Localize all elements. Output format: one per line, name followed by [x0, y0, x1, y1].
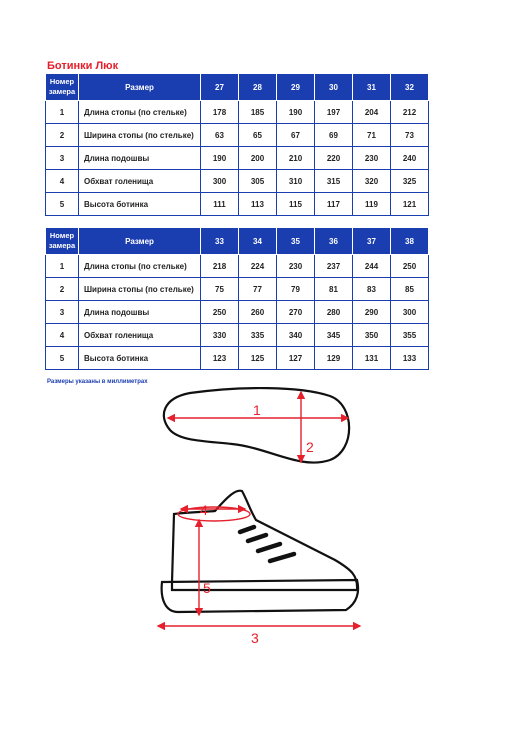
page-title: Ботинки Люк	[47, 60, 119, 72]
measure-number: 4	[46, 170, 79, 193]
measure-number: 3	[46, 301, 79, 324]
measure-value: 250	[201, 301, 239, 324]
measure-value: 73	[391, 124, 429, 147]
measure-value: 212	[391, 101, 429, 124]
measure-value: 83	[353, 278, 391, 301]
measure-value: 69	[315, 124, 353, 147]
measure-value: 115	[277, 193, 315, 216]
measure-3-label: 3	[251, 630, 259, 646]
measure-value: 119	[353, 193, 391, 216]
measure-value: 121	[391, 193, 429, 216]
measure-number: 3	[46, 147, 79, 170]
header-size-0: 27	[201, 74, 239, 101]
header-size-0: 33	[201, 228, 239, 255]
units-footnote: Размеры указаны в миллиметрах	[47, 379, 148, 385]
header-size: Размер	[79, 228, 201, 255]
measure-name: Ширина стопы (по стельке)	[79, 124, 201, 147]
measure-number: 4	[46, 324, 79, 347]
measure-name: Обхват голенища	[79, 170, 201, 193]
insole-outline	[164, 388, 349, 463]
measure-number: 2	[46, 124, 79, 147]
measure-value: 81	[315, 278, 353, 301]
measure-name: Длина подошвы	[79, 147, 201, 170]
boot-laces	[240, 527, 294, 561]
header-size-4: 37	[353, 228, 391, 255]
measure-name: Длина стопы (по стельке)	[79, 255, 201, 278]
measure-1-label: 1	[253, 402, 261, 418]
header-size-5: 32	[391, 74, 429, 101]
measure-value: 280	[315, 301, 353, 324]
measure-value: 85	[391, 278, 429, 301]
measure-value: 185	[239, 101, 277, 124]
measure-value: 340	[277, 324, 315, 347]
measure-value: 131	[353, 347, 391, 370]
measure-value: 190	[201, 147, 239, 170]
measure-value: 133	[391, 347, 429, 370]
measure-value: 75	[201, 278, 239, 301]
measure-value: 310	[277, 170, 315, 193]
measure-number: 1	[46, 255, 79, 278]
boot-sole-outline	[162, 580, 358, 612]
measure-value: 305	[239, 170, 277, 193]
measure-value: 335	[239, 324, 277, 347]
measure-value: 350	[353, 324, 391, 347]
measure-value: 178	[201, 101, 239, 124]
measure-name: Длина подошвы	[79, 301, 201, 324]
measure-value: 197	[315, 101, 353, 124]
measure-name: Ширина стопы (по стельке)	[79, 278, 201, 301]
measure-number: 5	[46, 193, 79, 216]
measure-value: 270	[277, 301, 315, 324]
measure-value: 230	[353, 147, 391, 170]
measure-value: 230	[277, 255, 315, 278]
measure-value: 77	[239, 278, 277, 301]
measure-value: 330	[201, 324, 239, 347]
header-measure-number: Номер замера	[46, 74, 79, 101]
measure-value: 218	[201, 255, 239, 278]
measure-value: 210	[277, 147, 315, 170]
measure-value: 63	[201, 124, 239, 147]
measure-value: 290	[353, 301, 391, 324]
measure-value: 67	[277, 124, 315, 147]
header-size-1: 28	[239, 74, 277, 101]
measure-name: Высота ботинка	[79, 347, 201, 370]
measure-value: 65	[239, 124, 277, 147]
measure-value: 204	[353, 101, 391, 124]
measure-value: 250	[391, 255, 429, 278]
measure-name: Длина стопы (по стельке)	[79, 101, 201, 124]
measure-value: 200	[239, 147, 277, 170]
measure-value: 320	[353, 170, 391, 193]
header-size-3: 30	[315, 74, 353, 101]
header-size-1: 34	[239, 228, 277, 255]
measure-number: 1	[46, 101, 79, 124]
header-size-2: 29	[277, 74, 315, 101]
measure-2-label: 2	[306, 439, 314, 455]
header-size-4: 31	[353, 74, 391, 101]
header-size-2: 35	[277, 228, 315, 255]
measure-value: 129	[315, 347, 353, 370]
measure-value: 325	[391, 170, 429, 193]
measure-5-label: 5	[203, 580, 211, 596]
measure-value: 79	[277, 278, 315, 301]
measure-value: 220	[315, 147, 353, 170]
header-measure-number: Номер замера	[46, 228, 79, 255]
measure-value: 315	[315, 170, 353, 193]
header-size-5: 38	[391, 228, 429, 255]
measure-number: 5	[46, 347, 79, 370]
measure-4-label: 4	[200, 502, 208, 518]
measure-value: 127	[277, 347, 315, 370]
measure-value: 300	[391, 301, 429, 324]
measure-value: 113	[239, 193, 277, 216]
measure-value: 300	[201, 170, 239, 193]
measure-value: 260	[239, 301, 277, 324]
measure-name: Высота ботинка	[79, 193, 201, 216]
measure-value: 244	[353, 255, 391, 278]
measure-value: 190	[277, 101, 315, 124]
measure-value: 345	[315, 324, 353, 347]
measure-value: 123	[201, 347, 239, 370]
measure-name: Обхват голенища	[79, 324, 201, 347]
measure-value: 240	[391, 147, 429, 170]
measure-value: 111	[201, 193, 239, 216]
header-size: Размер	[79, 74, 201, 101]
measure-value: 224	[239, 255, 277, 278]
measure-value: 125	[239, 347, 277, 370]
measure-value: 237	[315, 255, 353, 278]
header-size-3: 36	[315, 228, 353, 255]
measure-value: 117	[315, 193, 353, 216]
measure-value: 355	[391, 324, 429, 347]
measure-value: 71	[353, 124, 391, 147]
measure-number: 2	[46, 278, 79, 301]
